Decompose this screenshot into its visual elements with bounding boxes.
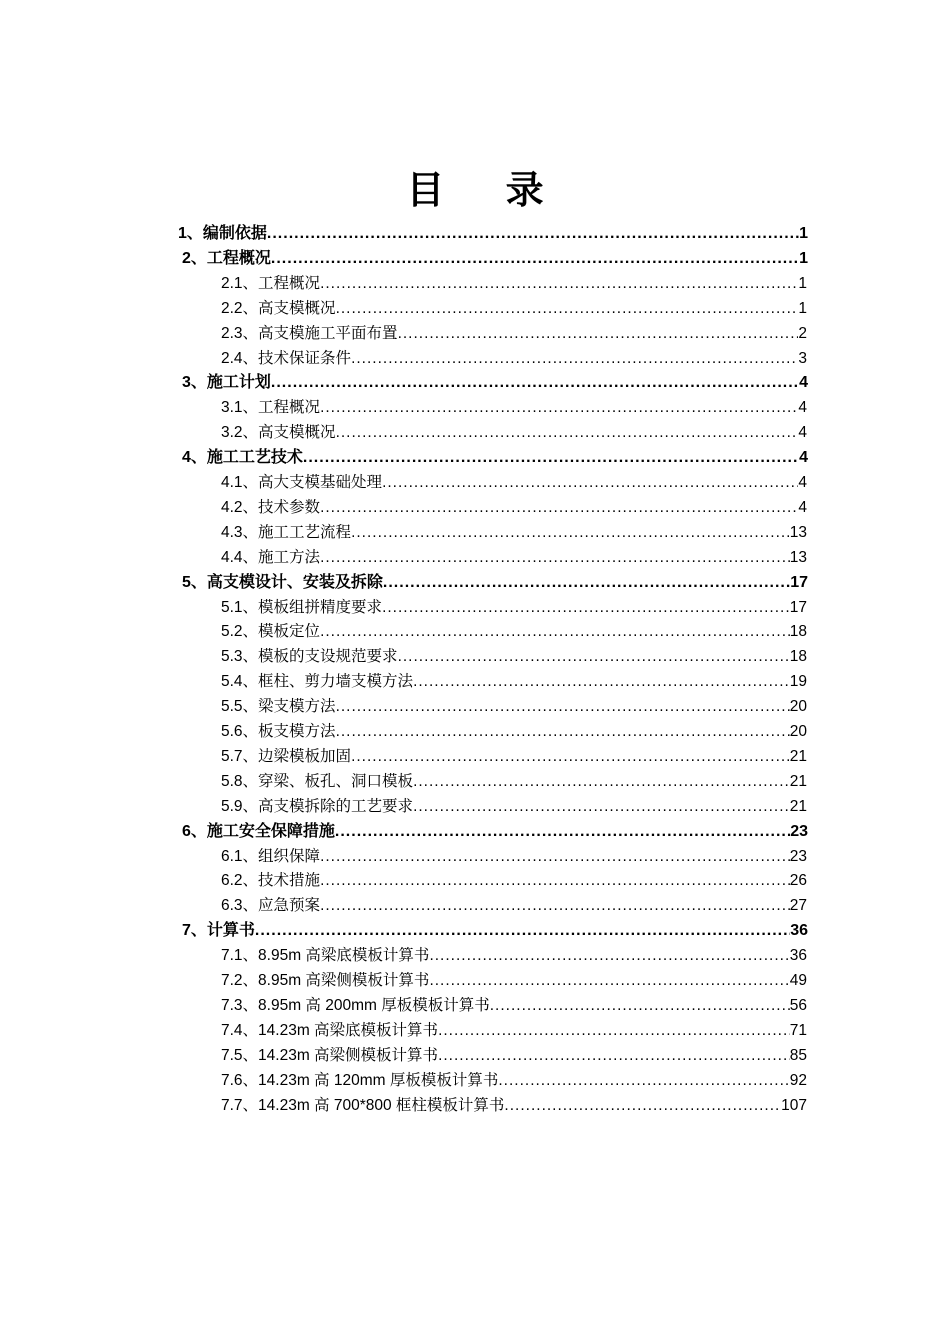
toc-entry-page: 3 bbox=[798, 349, 807, 367]
toc-entry-label: 3.2、高支模概况 bbox=[221, 424, 336, 442]
toc-entry[interactable] bbox=[221, 770, 807, 794]
toc-entry-page: 36 bbox=[789, 947, 807, 965]
toc-entry[interactable] bbox=[182, 919, 808, 943]
toc-entry[interactable] bbox=[221, 521, 807, 545]
toc-entry-label: 4.3、施工工艺流程 bbox=[221, 523, 352, 541]
toc-entry-label: 4.4、施工方法 bbox=[221, 548, 321, 566]
toc-entry-label: 5.1、模板组拼精度要求 bbox=[221, 598, 383, 616]
toc-entry[interactable] bbox=[221, 396, 807, 420]
toc-entry-label: 7.6、14.23m 高 120mm 厚板模板计算书 bbox=[221, 1071, 499, 1089]
toc-entry-page: 21 bbox=[789, 772, 807, 790]
toc-dot-leader bbox=[438, 1044, 790, 1068]
page-title: 目 录 bbox=[406, 167, 568, 212]
toc-entry-page: 36 bbox=[790, 922, 808, 940]
toc-entry-label: 4.1、高大支模基础处理 bbox=[221, 474, 383, 491]
toc-entry-label: 7.5、14.23m 高梁侧模板计算书 bbox=[221, 1046, 439, 1064]
toc-entry-label: 7.4、14.23m 高梁底模板计算书 bbox=[221, 1021, 439, 1039]
toc-entry-label: 6.2、技术措施 bbox=[221, 872, 321, 890]
toc-entry[interactable] bbox=[221, 1044, 807, 1068]
toc-entry-page: 23 bbox=[789, 847, 807, 865]
toc-dot-leader bbox=[383, 571, 790, 595]
toc-entry-page: 4 bbox=[798, 474, 807, 491]
toc-entry-label: 3、施工计划 bbox=[182, 374, 271, 392]
toc-entry[interactable] bbox=[221, 845, 807, 869]
toc-entry[interactable] bbox=[221, 969, 807, 993]
toc-dot-leader bbox=[438, 1019, 790, 1043]
toc-entry[interactable] bbox=[221, 795, 807, 819]
toc-entry[interactable] bbox=[221, 1094, 807, 1118]
toc-entry-page: 4 bbox=[798, 399, 807, 417]
toc-entry-page: 92 bbox=[789, 1071, 807, 1089]
toc-entry-page: 13 bbox=[789, 523, 807, 541]
toc-entry-page: 19 bbox=[789, 673, 807, 691]
toc-dot-leader bbox=[351, 745, 790, 769]
toc-entry-page: 1 bbox=[798, 274, 807, 292]
toc-dot-leader bbox=[413, 670, 790, 694]
toc-entry[interactable] bbox=[221, 670, 807, 694]
toc-entry-label: 1、编制依据 bbox=[178, 225, 267, 242]
toc-entry[interactable] bbox=[221, 347, 807, 371]
toc-entry-label: 7.1、8.95m 高梁底模板计算书 bbox=[221, 947, 430, 965]
toc-entry-page: 20 bbox=[789, 723, 807, 740]
toc-dot-leader bbox=[320, 620, 790, 644]
toc-entry[interactable] bbox=[221, 272, 807, 296]
toc-dot-leader bbox=[504, 1094, 781, 1118]
toc-entry[interactable] bbox=[221, 496, 807, 520]
toc-entry[interactable] bbox=[221, 596, 807, 620]
toc-entry[interactable] bbox=[221, 546, 807, 570]
toc-entry[interactable] bbox=[221, 894, 807, 918]
toc-entry-label: 2.3、高支模施工平面布置 bbox=[221, 324, 398, 342]
toc-dot-leader bbox=[320, 845, 790, 869]
toc-dot-leader bbox=[398, 322, 799, 346]
toc-dot-leader bbox=[413, 770, 790, 794]
toc-dot-leader bbox=[382, 596, 790, 620]
toc-entry[interactable] bbox=[221, 471, 807, 495]
toc-entry-label: 7.2、8.95m 高梁侧模板计算书 bbox=[221, 972, 430, 989]
toc-dot-leader bbox=[429, 969, 789, 993]
toc-entry-label: 2.1、工程概况 bbox=[221, 274, 321, 292]
toc-entry-page: 1 bbox=[798, 299, 807, 317]
toc-dot-leader bbox=[320, 396, 798, 420]
toc-entry-label: 5.8、穿梁、板孔、洞口模板 bbox=[221, 772, 414, 790]
toc-entry[interactable] bbox=[182, 247, 808, 271]
toc-dot-leader bbox=[490, 994, 790, 1018]
toc-entry[interactable] bbox=[221, 745, 807, 769]
toc-entry-label: 5.4、框柱、剪力墙支模方法 bbox=[221, 673, 414, 691]
toc-entry-label: 7.3、8.95m 高 200mm 厚板模板计算书 bbox=[221, 996, 490, 1014]
toc-dot-leader bbox=[267, 222, 799, 246]
toc-entry-page: 21 bbox=[789, 747, 807, 765]
toc-entry-label: 5.2、模板定位 bbox=[221, 623, 321, 641]
toc-dot-leader bbox=[271, 247, 799, 271]
toc-entry-label: 2、工程概况 bbox=[182, 249, 271, 267]
toc-dot-leader bbox=[320, 894, 790, 918]
toc-entry-page: 1 bbox=[799, 225, 808, 242]
toc-entry-label: 5、高支模设计、安装及拆除 bbox=[182, 573, 383, 591]
toc-entry-page: 4 bbox=[799, 374, 808, 392]
toc-dot-leader bbox=[429, 944, 789, 968]
toc-entry-page: 17 bbox=[790, 573, 808, 591]
toc-entry[interactable] bbox=[221, 645, 807, 669]
toc-entry-page: 71 bbox=[789, 1021, 807, 1039]
toc-entry[interactable] bbox=[182, 571, 808, 595]
toc-dot-leader bbox=[335, 820, 790, 844]
toc-dot-leader bbox=[336, 720, 790, 744]
toc-entry-page: 107 bbox=[781, 1096, 807, 1114]
toc-entry-label: 7、计算书 bbox=[182, 922, 255, 940]
toc-entry-label: 2.4、技术保证条件 bbox=[221, 349, 352, 367]
toc-entry-label: 6.1、组织保障 bbox=[221, 847, 321, 865]
toc-entry-label: 7.7、14.23m 高 700*800 框柱模板计算书 bbox=[221, 1096, 505, 1114]
toc-entry-page: 56 bbox=[789, 996, 807, 1014]
toc-dot-leader bbox=[271, 371, 799, 395]
toc-dot-leader bbox=[336, 297, 799, 321]
toc-entry-page: 23 bbox=[790, 822, 808, 840]
toc-entry[interactable] bbox=[182, 446, 808, 470]
toc-entry-label: 2.2、高支模概况 bbox=[221, 299, 336, 317]
toc-entry-page: 49 bbox=[789, 972, 807, 989]
toc-entry-page: 26 bbox=[789, 872, 807, 890]
toc-entry-label: 3.1、工程概况 bbox=[221, 399, 321, 417]
toc-dot-leader bbox=[255, 919, 790, 943]
toc-entry-label: 5.5、梁支模方法 bbox=[221, 698, 336, 716]
toc-dot-leader bbox=[320, 869, 790, 893]
toc-entry-page: 4 bbox=[798, 498, 807, 516]
toc-entry-page: 27 bbox=[789, 897, 807, 915]
toc-dot-leader bbox=[320, 272, 798, 296]
toc-entry[interactable] bbox=[221, 695, 807, 719]
toc-entry[interactable] bbox=[221, 421, 807, 445]
toc-entry-page: 13 bbox=[789, 548, 807, 566]
toc-entry[interactable] bbox=[221, 322, 807, 346]
toc-entry-page: 85 bbox=[789, 1046, 807, 1064]
toc-entry[interactable] bbox=[221, 994, 807, 1018]
toc-entry[interactable] bbox=[221, 297, 807, 321]
toc-entry-label: 4.2、技术参数 bbox=[221, 498, 321, 516]
toc-dot-leader bbox=[320, 496, 798, 520]
toc-dot-leader bbox=[398, 645, 790, 669]
toc-dot-leader bbox=[351, 521, 790, 545]
toc-entry-page: 18 bbox=[789, 623, 807, 641]
toc-dot-leader bbox=[336, 695, 790, 719]
toc-dot-leader bbox=[382, 471, 798, 495]
toc-entry-label: 4、施工工艺技术 bbox=[182, 449, 303, 467]
toc-entry[interactable] bbox=[221, 720, 807, 744]
toc-entry[interactable] bbox=[178, 222, 808, 246]
toc-entry-label: 5.9、高支模拆除的工艺要求 bbox=[221, 797, 414, 815]
toc-entry-label: 5.6、板支模方法 bbox=[221, 723, 336, 740]
toc-entry-page: 18 bbox=[789, 648, 807, 666]
toc-dot-leader bbox=[303, 446, 799, 470]
toc-dot-leader bbox=[498, 1069, 789, 1093]
toc-dot-leader bbox=[336, 421, 799, 445]
toc-entry[interactable] bbox=[221, 869, 807, 893]
toc-entry-page: 2 bbox=[798, 324, 807, 342]
toc-entry-page: 17 bbox=[789, 598, 807, 616]
toc-entry[interactable] bbox=[221, 944, 807, 968]
toc-entry-page: 20 bbox=[789, 698, 807, 716]
toc-entry[interactable] bbox=[221, 1019, 807, 1043]
toc-entry[interactable] bbox=[221, 1069, 807, 1093]
toc-entry-label: 6、施工安全保障措施 bbox=[182, 822, 335, 840]
toc-entry[interactable] bbox=[182, 371, 808, 395]
toc-entry-label: 6.3、应急预案 bbox=[221, 897, 321, 915]
toc-entry-page: 4 bbox=[799, 449, 808, 467]
toc-dot-leader bbox=[413, 795, 790, 819]
toc-entry-page: 1 bbox=[799, 249, 808, 267]
toc-entry-page: 4 bbox=[798, 424, 807, 442]
toc-entry-page: 21 bbox=[789, 797, 807, 815]
toc-entry[interactable] bbox=[221, 620, 807, 644]
toc-dot-leader bbox=[320, 546, 790, 570]
toc-dot-leader bbox=[351, 347, 798, 371]
toc-entry-label: 5.7、边梁模板加固 bbox=[221, 747, 352, 765]
toc-entry-label: 5.3、模板的支设规范要求 bbox=[221, 648, 398, 666]
toc-entry[interactable] bbox=[182, 820, 808, 844]
